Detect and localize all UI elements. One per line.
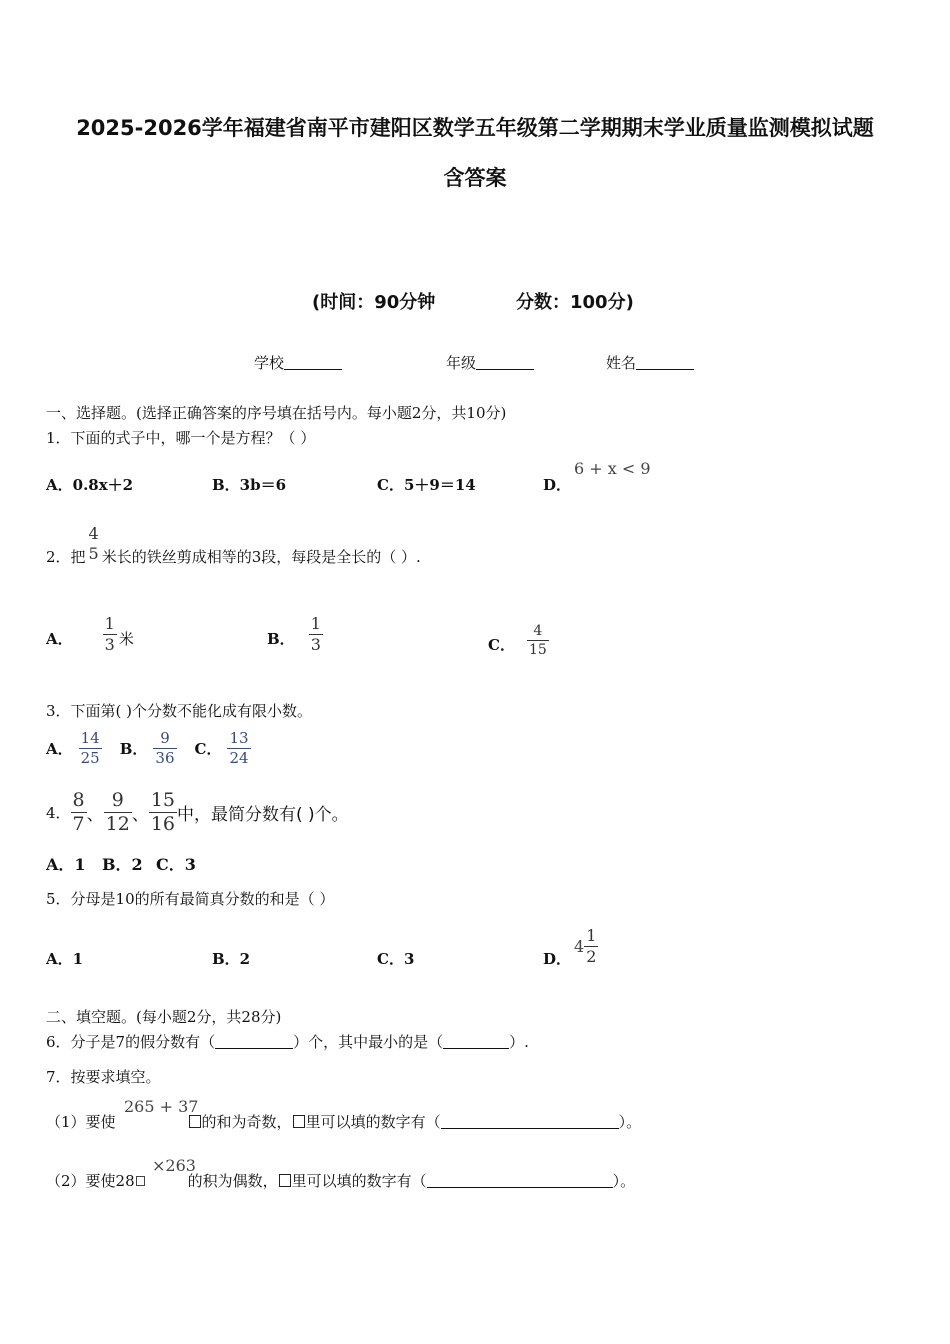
q7-part1-math: 265 + 37	[124, 1097, 199, 1116]
q5-stem: 5．分母是10的所有最简真分数的和是（ ）	[46, 890, 335, 908]
q1-option-d-label[interactable]: D．	[543, 476, 572, 494]
grade-blank[interactable]	[476, 355, 534, 370]
q7-part2-blank[interactable]	[427, 1173, 613, 1188]
q1-option-c[interactable]: C．5＋9＝14	[377, 476, 476, 494]
q4-option-b[interactable]: B．2	[102, 855, 143, 874]
q3-option-a-fraction: $\frac{14}{25}$	[80, 728, 100, 767]
school-label: 学校	[254, 354, 285, 372]
section1-heading: 一、选择题。(选择正确答案的序号填在括号内。每小题2分，共10分)	[46, 404, 507, 422]
q5-option-b[interactable]: B．2	[212, 950, 251, 968]
q7-part1: （1）要使 的和为奇数， 里可以填的数字有（ ）。	[46, 1113, 642, 1131]
q3-options	[46, 728, 251, 768]
q2-option-b-fraction: $\frac{1}{3}$	[310, 613, 321, 654]
q4-num: 4．	[46, 803, 71, 822]
q3-option-b[interactable]: B． $\frac{9}{36}$	[119, 728, 175, 767]
blank-box	[136, 1176, 145, 1186]
q1-stem: 1．下面的式子中，哪一个是方程？（ ）	[46, 429, 316, 447]
grade-label: 年级	[446, 354, 477, 372]
q5-option-d-label[interactable]: D．	[543, 950, 572, 968]
q3-stem: 3．下面第( )个分数不能化成有限小数。	[46, 702, 313, 720]
q3-option-c-fraction: $\frac{13}{24}$	[229, 728, 249, 767]
q2-option-a[interactable]: A． $\frac{1}{3}$ 米	[46, 613, 134, 654]
q1-option-b[interactable]: B．3b＝6	[212, 476, 287, 494]
q4-option-c[interactable]: C．3	[156, 855, 196, 874]
q2-option-c-fraction: $\frac{4}{15}$	[528, 622, 547, 658]
school-field	[254, 352, 342, 373]
q2-option-c[interactable]: C． $\frac{4}{15}$	[488, 622, 547, 658]
blank-box	[279, 1174, 291, 1187]
q3-option-c[interactable]: C． $\frac{13}{24}$	[194, 728, 249, 767]
q6-blank-1[interactable]	[215, 1034, 293, 1049]
q5-option-c[interactable]: C．3	[377, 950, 415, 968]
name-label: 姓名	[606, 354, 637, 372]
q2-num: 2．把	[46, 547, 86, 566]
q7-part2: （2）要使28 的积为偶数， 里可以填的数字有（ ）。	[46, 1172, 636, 1190]
school-blank[interactable]	[284, 355, 342, 370]
q4-fraction-1: $\frac{8}{7}$	[72, 788, 85, 835]
document-title-line1: 2025-2026学年福建省南平市建阳区数学五年级第二学期期末学业质量监测模拟试题	[76, 116, 874, 140]
blank-box	[293, 1115, 305, 1128]
grade-field	[446, 352, 534, 373]
q4-fraction-3: $\frac{15}{16}$	[150, 788, 176, 835]
q1-option-a[interactable]: A．0.8x＋2	[46, 476, 134, 494]
q7-stem: 7．按要求填空。	[46, 1068, 161, 1086]
q3-option-a[interactable]: A． $\frac{14}{25}$	[46, 728, 100, 767]
q4-fraction-2: $\frac{9}{12}$	[105, 788, 130, 835]
q2-rest: 米长的铁丝剪成相等的3段，每段是全长的（ ）.	[101, 547, 421, 566]
q5-option-d-mixed-number: 4 $\frac{1}{2}$	[574, 925, 597, 966]
name-blank[interactable]	[636, 355, 694, 370]
q6-blank-2[interactable]	[443, 1034, 509, 1049]
exam-time: (时间：90分钟	[312, 292, 436, 313]
q2-stem	[46, 524, 421, 580]
q4-option-a[interactable]: A．1	[46, 855, 86, 874]
q7-part1-blank[interactable]	[441, 1114, 619, 1129]
q2-option-a-fraction: $\frac{1}{3}$	[104, 613, 115, 654]
q5-option-a[interactable]: A．1	[46, 950, 84, 968]
blank-box	[189, 1115, 201, 1128]
q2-fraction: 4 5	[88, 524, 99, 563]
q4-rest: 中，最简分数有( )个。	[177, 804, 349, 825]
q6-stem: 6．分子是7的假分数有（ ）个，其中最小的是（ ）.	[46, 1033, 529, 1051]
q7-part2-math: ×263	[152, 1156, 196, 1175]
q1-option-d-math: 6 + x < 9	[574, 459, 651, 478]
q3-option-b-fraction: $\frac{9}{36}$	[155, 728, 175, 767]
document-title-line2: 含答案	[443, 166, 507, 190]
name-field	[606, 352, 694, 373]
q4-stem: 4． $\frac{8}{7}$ 、 $\frac{9}{12}$ 、 $\frac{15}{16}$ 中，最简分数有( )个。	[46, 788, 349, 835]
q2-option-b[interactable]: B． $\frac{1}{3}$	[267, 613, 321, 654]
section2-heading: 二、填空题。(每小题2分，共28分)	[46, 1008, 282, 1026]
exam-score: 分数：100分)	[516, 292, 634, 313]
